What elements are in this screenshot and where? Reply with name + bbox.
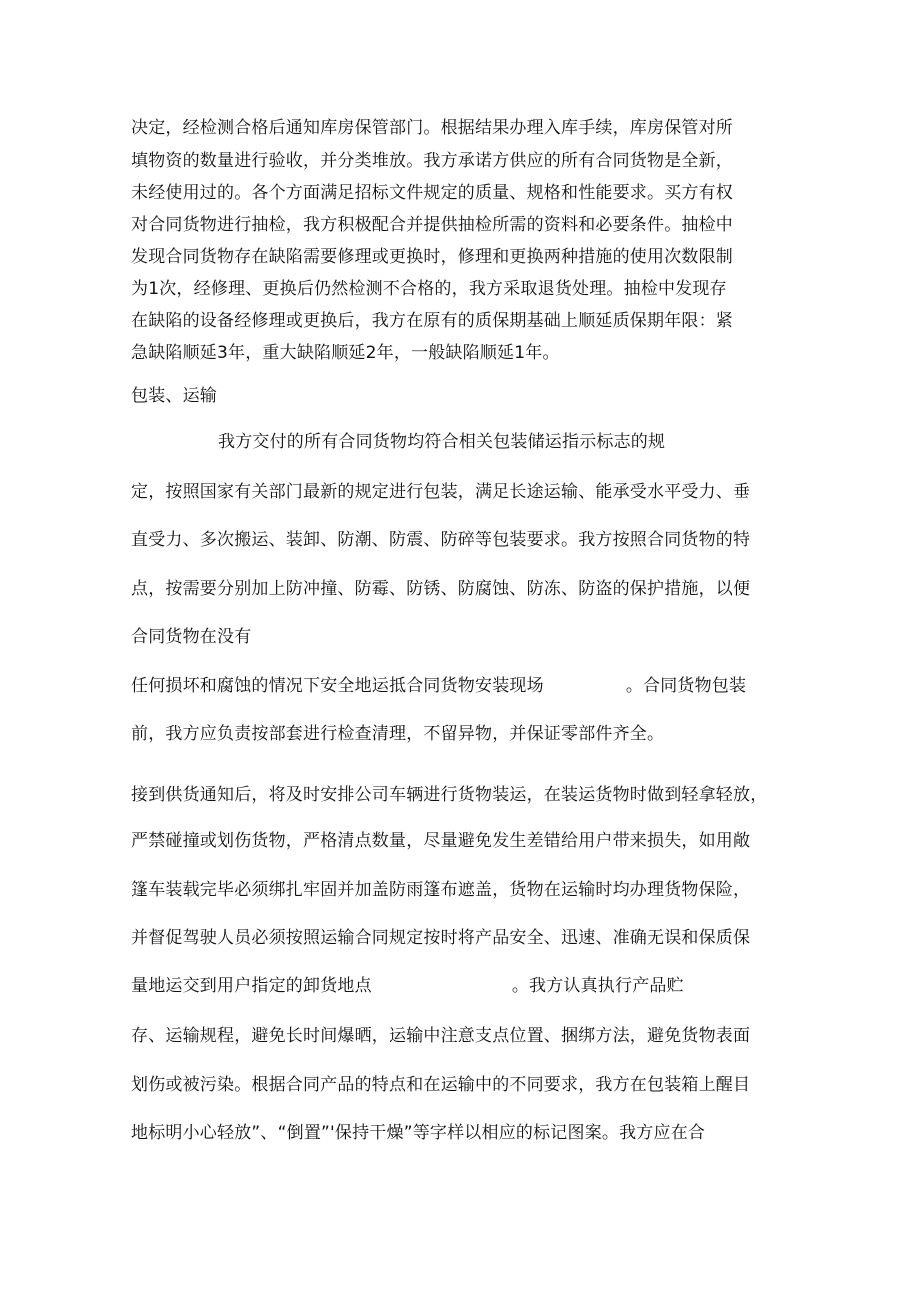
paragraph-1-line-4: 对合同货物进行抽检，我方积极配合并提供抽检所需的资料和必要条件。抽检中 xyxy=(131,215,733,235)
paragraph-4-line-5-end: 。我方认真执行产品贮 xyxy=(511,976,684,996)
paragraph-1-line-5: 发现合同货物存在缺陷需要修理或更换时，修理和更换两种措施的使用次数限制 xyxy=(131,247,733,267)
paragraph-1-line-2: 填物资的数量进行验收，并分类堆放。我方承诺方供应的所有合同货物是全新， xyxy=(131,151,733,171)
section-heading: 包装、运输 xyxy=(131,386,217,406)
paragraph-2-line-5: 合同货物在没有 xyxy=(131,627,252,647)
paragraph-3-line-2: 前，我方应负责按部套进行检查清理，不留异物，并保证零部件齐全。 xyxy=(131,724,665,744)
paragraph-2-line-4: 点，按需要分别加上防冲撞、防霉、防锈、防腐蚀、防冻、防盗的保护措施，以便 xyxy=(131,579,751,599)
paragraph-4-line-5 xyxy=(131,976,684,996)
paragraph-4-line-7: 划伤或被污染。根据合同产品的特点和在运输中的不同要求，我方在包装箱上醒目 xyxy=(131,1075,751,1095)
paragraph-3-line-1 xyxy=(131,676,746,696)
paragraph-3-line-1-start: 任何损坏和腐蚀的情况下安全地运抵合同货物安装现场 xyxy=(131,676,544,696)
paragraph-3-line-1-end: 。合同货物包装 xyxy=(625,676,747,696)
paragraph-1-line-6: 为1次，经修理、更换后仍然检测不合格的，我方采取退货处理。抽检中发现存 xyxy=(131,279,727,299)
paragraph-2-line-1: 我方交付的所有合同货物均符合相关包装储运指示标志的规 xyxy=(218,432,666,452)
paragraph-1-line-1: 决定，经检测合格后通知库房保管部门。根据结果办理入库手续，库房保管对所 xyxy=(131,118,733,138)
paragraph-4-line-2: 严禁碰撞或划伤货物，严格清点数量，尽量避免发生差错给用户带来损失，如用敞 xyxy=(131,831,751,851)
paragraph-1-line-7: 在缺陷的设备经修理或更换后，我方在原有的质保期基础上顺延质保期年限：紧 xyxy=(131,311,733,331)
paragraph-4-line-1: 接到供货通知后，将及时安排公司车辆进行货物装运，在装运货物时做到轻拿轻放， xyxy=(131,785,768,805)
paragraph-4-line-5-start: 量地运交到用户指定的卸货地点 xyxy=(131,976,372,996)
paragraph-1-line-3: 未经使用过的。各个方面满足招标文件规定的质量、规格和性能要求。买方有权 xyxy=(131,183,733,203)
paragraph-4-line-6: 存、运输规程，避免长时间爆晒，运输中注意支点位置、捆绑方法，避免货物表面 xyxy=(131,1026,751,1046)
paragraph-2-line-2: 定，按照国家有关部门最新的规定进行包装，满足长途运输、能承受水平受力、垂 xyxy=(131,482,751,502)
paragraph-4-line-4: 并督促驾驶人员必须按照运输合同规定按时将产品安全、迅速、准确无误和保质保 xyxy=(131,928,751,948)
paragraph-1-line-8: 急缺陷顺延3年，重大缺陷顺延2年，一般缺陷顺延1年。 xyxy=(131,343,560,363)
paragraph-4-line-8: 地标明小心轻放”、“倒置”'保持干燥”等字样以相应的标记图案。我方应在合 xyxy=(131,1123,706,1143)
paragraph-2-line-3: 直受力、多次搬运、装卸、防潮、防震、防碎等包装要求。我方按照合同货物的特 xyxy=(131,530,751,550)
paragraph-4-line-3: 篷车装载完毕必须绑扎牢固并加盖防雨篷布遮盖，货物在运输时均办理货物保险， xyxy=(131,880,751,900)
